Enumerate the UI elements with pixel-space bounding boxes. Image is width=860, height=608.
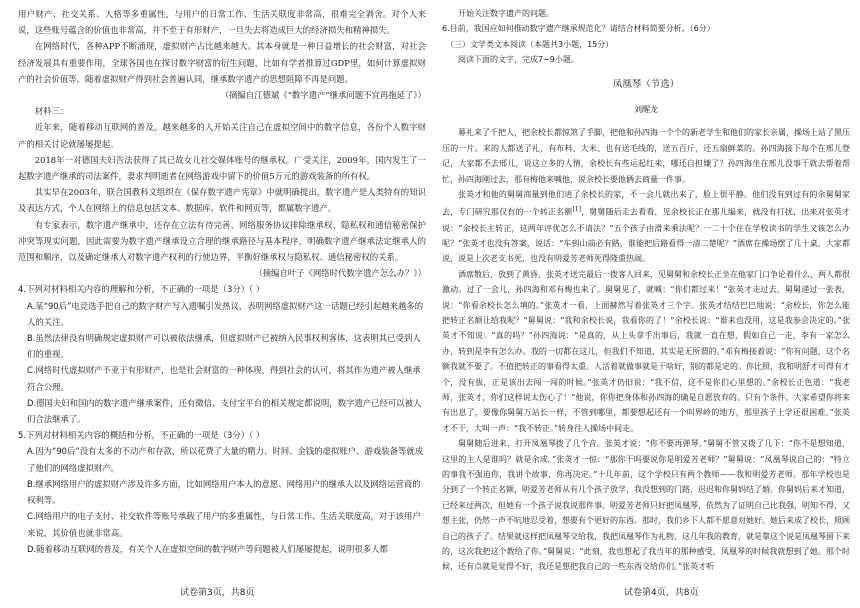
paragraph: 其实早在2003年，联合国教科文组织在《保存数字遗产宪章》中就明确提出，数字遗产是人类特有的知识及表达方式，个人在网络上的信息包括文本、数据库、软件和网页等，都属数字遗产。 xyxy=(18,187,426,214)
source-citation: （摘编自叶子《网络时代数字遗产怎么办？》） xyxy=(254,268,426,279)
paragraph: 幕礼来了千把人，把余校长都惊煞了手脚，把他和孙四海一个个的新老学生和他们的家长亲属，操场上站了黑压压的一片。来的人都送了礼，有布料、大米、也有送毛线的，送五百斤，还五扇鲜菜的。孙四海接下每个在邢儿登记，大家都不去邢儿，说这立多的人情，余校长有些运起红来，哪还自担嫌了？孙四海坐在邢儿没事干就去帮着帮忙，孙四海刚过去，那有梅他来喊他，说余校长要他俩去商量一件事。 xyxy=(442,128,850,184)
paragraph: 有专家表示，数字遗产继承中，还存在立法有待完善、网络服务协议排除继承权、隐私权和通信秘密保护冲突等现实问题，因此需要为数字遗产继承设立合理的继承路径与基本程序，明确数字遗产继承法定继承人的范围和顺序，以及确定继承人对数字遗产权利的行使边界，平衡好继承权与隐私权、通信秘密权的关系。 xyxy=(18,219,426,263)
paragraph xyxy=(442,187,850,267)
page-number-right: 试卷第4页，共8页 xyxy=(624,588,699,598)
paragraph: 用户财产、社交关系、人格等多重属性，与用户的日常工作、生活关联度非常高，很难完全剥舍。对个人来说，这些账号蕴含的价值也非常高，并不至于有形财产，一旦失去将造成巨大的经济损失和精神损失。 xyxy=(18,9,426,36)
story-author: 刘醒龙 xyxy=(634,105,658,115)
paragraph-text: 张英才和他的舅舅商量到他们进了余校长的家，不一会儿就出来了，脸上很平静。他们没有到过有的余舅舅家去，专门研究那仅有的一个转正名额 xyxy=(442,190,850,218)
instruction: 阅读下面的文字，完成7~9小题。 xyxy=(458,55,579,65)
option-c[interactable]: C.网络时代虚拟财产不亚于有形财产，也是社会财富的一种体现，得到社会的认可，将其作为遗产被人继承符合公理。 xyxy=(27,365,421,392)
left-page-column xyxy=(18,6,426,557)
option-b[interactable]: B.虽然法律没有明确规定虚拟财产可以被依法继承，但虚拟财产已被纳入民事权利客体，这表明其已受到人们的重视。 xyxy=(27,333,421,360)
paragraph-text: ，舅舅随后走去看看，见余校长正在那儿编来，就没有打扰，出来对张英才说：“余校长主转正，这两年评优怎么不请法？”五个孩子由滑来乘法呢？一二十个住在学校读书的学生又该怎么办呢？”张英才也没有答案，说话：“车到山前必有路，谁能把后路看得一清二楚呢？”酒席在操场摆了几十桌，大家都说，说是上次老支书死，也没有明爱芳老师死得隆重热闹。 xyxy=(442,208,851,264)
option-d[interactable]: D.随着移动互联网的普及，有关个人在虚拟空间的数字财产等问题被人们屡屡提起，说明很多人都 xyxy=(27,543,388,554)
option-c[interactable]: C.网络用户的电子支付、社交软件等账号承载了用户的多重属性，与日常工作、生活关联度高，对于该用户来说，其价值也就非常高。 xyxy=(27,511,421,538)
option-a[interactable]: A.因为“90后”没有太多的不动产和存款，所以花费了大量的精力、时间、金钱的虚拟账户、游戏装备等就成了他们的网络虚拟财产。 xyxy=(27,446,424,473)
paragraph: 近年来，随着移动互联网的普及，越来越多的人开始关注自己在虚拟空间中的数字信息，各份个人数字财产的相关讨论就屡屡提起。 xyxy=(18,122,426,149)
page-number-left: 试卷第3页，共8页 xyxy=(180,588,255,598)
question-6: 6.目前，我国应如何推动数字遗产继承规范化？请结合材料简要分析。（6分） xyxy=(442,24,715,34)
paragraph: 酒席散后，放到了黄昏，张英才送完最后一拨客人回来，见舅舅和余校长正坐在他家门口争论着什么，两人都很激动。过了一会儿，孙四海和邓有梅也来了。舅舅见了，就喊：“你们都过来！”张英才走过去，舅舅递过一张表，说：“你看余校长怎么填的。”张英才一看，上面赫然写着张英才三个字。张英才结结巴巴地说：“余校长，你怎么能把转正名额让给我呢？”舅舅说：“我和余校长说，我看你的了！”余校长说：“谁来也没用，这是我参会决定的。”张英才不知说：“真的吗？”孙四海说：“是真的，从上头拿手出事后，我就一直在想，假如自己一走，李有一家怎么办，转到是李有怎么办。我的一切都在这儿，但我们不知道，其实是无所谓的。”邓有梅接着说：“你有问题，这个名额我就不要了。不值把转正的事看得太重。人活着就做事就是干啥好，别的都是定的。你比照，我和明舒才可得有才个，没有拔，正是该出去闯一闯的时候。”张英才仍旧说：“我不信，这不是你们心里想的。”余校长正色道：“我老师，张英才，你们这样说太伤心了！”他说，你你把身体和孙四海的确是自愿放弃的。只有个条件，大家希望你将来有出息了，要像你舅舅万站长一样，不管到哪里，都要想起还有一个叫界岭的地方，那里孩子上学还很困难。”张英才不干，大叫一声：“我不转正。”转身往人操场中间走。 xyxy=(442,269,850,433)
source-citation: （摘编自江德斌《“数字遗产”继承问题不宜再拖延了》） xyxy=(220,90,426,101)
question-4: 4.下列对材料相关内容的理解和分析，不正确的一项是（3分）（ ） xyxy=(18,284,265,295)
question-5: 5.下列对材料相关内容的概括和分析，不正确的一项是（3分）（ ） xyxy=(18,430,265,441)
paragraph: 2018年一对德国夫妇告法获得了其已故女儿社交媒体账号的继承权。广受关注，2009年，国内发生了一起数字遗产继承的司法案件，妻求判明逝者在网络游戏中留下的价值5万元的游戏装备的所有权。 xyxy=(18,154,426,182)
material-heading: 材料三： xyxy=(34,106,69,117)
paragraph: 开始关注数字遗产的问题。 xyxy=(458,9,554,18)
section-heading: （三）文学类文本阅读（本题共3小题，15分） xyxy=(446,39,614,49)
option-b[interactable]: B.继承网络用户的虚拟财产涉及许多方面，比如网络用户本人的意愿、网络用户的继承人以及网络运营商的权利等。 xyxy=(27,478,421,506)
option-a[interactable]: A.某“90后”电竞选手把自己的数字财产写入遗嘱引发热议，表明网络虚拟财产这一话题已经引起越来越多的人的关注。 xyxy=(27,300,424,327)
story-title: 凤凰琴（节选） xyxy=(612,79,680,91)
option-d[interactable]: D.德国夫妇和国内的数字遗产继承案件，还有微信、支付宝平台的相关规定都说明，数字遗产已经可以被人们合法继承了。 xyxy=(27,397,422,425)
paragraph: 舅舅随后进来，打开凤凰琴拨了几个音。张英才说：“你不要再弹琴。”舅舅不管又拨了几下：“你不是想知道，这里的主人是谁吗？就是余成。”张英才一惊：“那你干吗要说你是明爱芳老师？”舅舅说：“凤凰琴说自己的：“特立的事我不强迫你，我讲个故事，你再决定。”十几年前，这个学校只有两个教师——我和明爱芳老师。那年学校也是分到了一个转正名额，明爱芳老师从有几个孩子放学，我没想到的门路，迟迟和你舅妈结了婚。你舅妈后来才知道，已经来过两次，但她有一个孩子说我说那件事。明爱芳老师只好把凤凰琴，依然为了证明自己比我强，明知不得，又想主张，仍然一声不吭地忍受着，想要有个更好的东西。那时，我们乡下人都不愿意对她好。她后来成了校长，照顾自己的孩子了。结果就这样把凤凰琴交给我，我把凤凰琴作为礼物，这几年我的教育，就是靠这个说是凤凰琴留下来的，这次我把这个教给了你。”舅舅说：“此刻，我也想起了我当年的那种感受，凤凰琴的时候我就想到了她。那个时候，还有点就是觉得不好，我还是想把我自己的一些东西交给你们。”张英才听 xyxy=(442,439,850,572)
paragraph: 在网络时代，各种APP不断涌现，虚拟财产占比越来越大。其本身就是一种日益增长的社会财富，对社会经济发展具有重要作用，全球各国也在探讨数字财富的衍生问题，比如有学者推算过GDP里，如何计算虚拟财产的社会价值等。随着虚拟财产得到社会普遍认同，继承数字遗产的思想阻障不再是问题。 xyxy=(18,41,426,84)
right-page-column xyxy=(442,6,850,575)
footnote-marker: [1] xyxy=(572,206,581,214)
